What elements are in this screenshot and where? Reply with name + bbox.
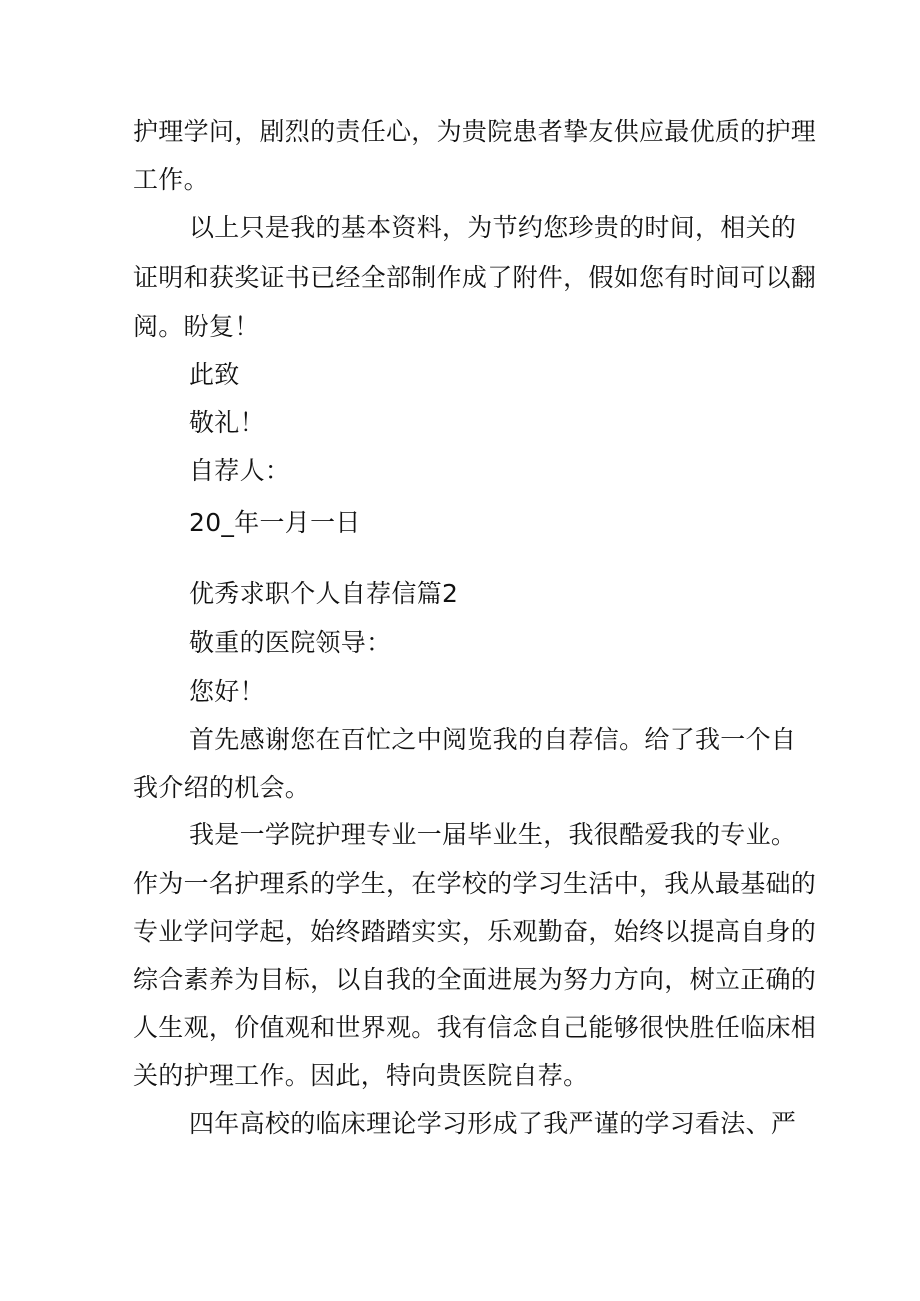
paragraph-line: 我是一学院护理专业一届毕业生，我很酷爱我的专业。 xyxy=(189,820,797,849)
paragraph-line: 工作。 xyxy=(133,165,209,194)
paragraph-line: 我介绍的机会。 xyxy=(133,773,311,802)
paragraph-line: 以上只是我的基本资料，为节约您珍贵的时间，相关的 xyxy=(189,213,797,242)
closing-line: 敬礼！ xyxy=(189,408,265,437)
paragraph-line: 人生观，价值观和世界观。我有信念自己能够很快胜任临床相 xyxy=(133,1013,817,1042)
paragraph-line: 证明和获奖证书已经全部制作成了附件，假如您有时间可以翻 xyxy=(133,263,817,292)
paragraph-line: 四年高校的临床理论学习形成了我严谨的学习看法、严 xyxy=(189,1109,797,1138)
paragraph-line: 护理学问，剧烈的责任心，为贵院患者挚友供应最优质的护理 xyxy=(133,117,817,146)
paragraph-line: 关的护理工作。因此，特向贵医院自荐。 xyxy=(133,1061,589,1090)
date-line: 20_年一月一日 xyxy=(189,508,361,537)
paragraph-line: 专业学问学起，始终踏踏实实，乐观勤奋，始终以提高自身的 xyxy=(133,917,817,946)
salutation-line: 敬重的医院领导： xyxy=(189,628,392,657)
greeting-line: 您好！ xyxy=(189,677,265,706)
section-title: 优秀求职个人自荐信篇2 xyxy=(189,579,459,608)
paragraph-line: 首先感谢您在百忙之中阅览我的自荐信。给了我一个自 xyxy=(189,725,797,754)
closing-line: 此致 xyxy=(189,360,240,389)
paragraph-line: 作为一名护理系的学生，在学校的学习生活中，我从最基础的 xyxy=(133,869,817,898)
paragraph-line: 阅。盼复！ xyxy=(133,312,260,341)
paragraph-line: 综合素养为目标，以自我的全面进展为努力方向，树立正确的 xyxy=(133,965,817,994)
signature-line: 自荐人： xyxy=(189,456,291,485)
